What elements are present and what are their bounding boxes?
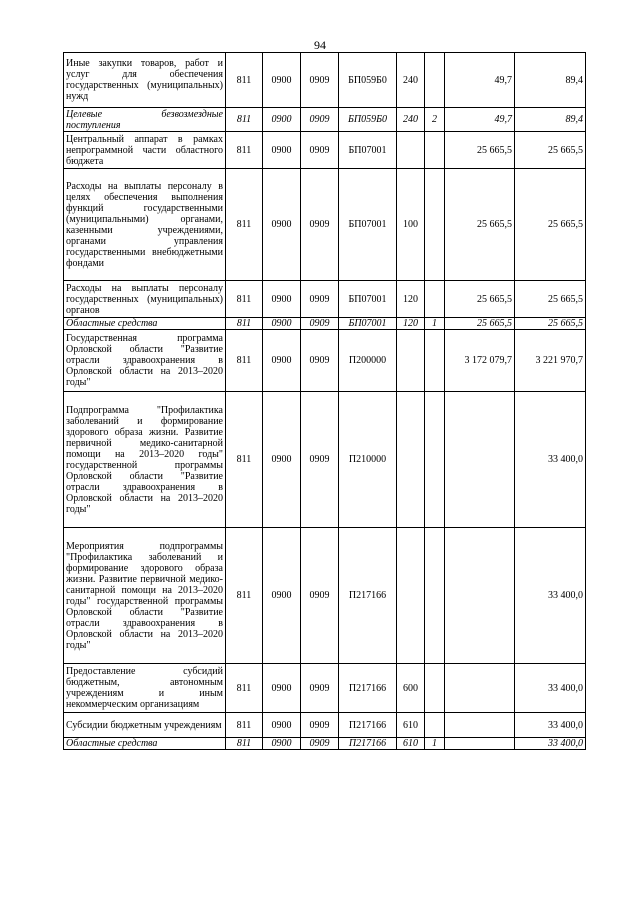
table-row [64,392,586,528]
amount-year2-cell: 25 665,5 [515,169,586,281]
funding-source-cell: 2 [425,108,445,132]
funding-source-cell [425,528,445,664]
expense-type-cell: 100 [397,169,425,281]
row-name-cell: Подпрограмма "Профилактика заболеваний и формирование здорового образа жизни. Развитие первичной медико-санитарной помощи на 2013–2020 годы" государственной программы Орловской области "Развитие отрасли здравоохранения в Орловской области на 2013–2020 годы" [64,392,226,528]
funding-source-cell [425,392,445,528]
funding-source-cell [425,132,445,169]
amount-year1-cell: 3 172 079,7 [445,330,515,392]
subsection-code-cell: 0909 [301,392,339,528]
table-row [64,738,586,750]
expense-type-cell [397,528,425,664]
subsection-code-cell: 0909 [301,664,339,713]
amount-year1-cell [445,528,515,664]
row-name-cell: Государственная программа Орловской области "Развитие отрасли здравоохранения в Орловской области на 2013–2020 годы" [64,330,226,392]
table-body [64,53,586,750]
amount-year2-cell: 89,4 [515,108,586,132]
section-code-cell: 0900 [263,53,301,108]
section-code-cell: 0900 [263,392,301,528]
ministry-code-cell: 811 [226,281,263,318]
section-code-cell: 0900 [263,169,301,281]
amount-year2-cell: 89,4 [515,53,586,108]
subsection-code-cell: 0909 [301,108,339,132]
row-name-cell: Расходы на выплаты персоналу в целях обеспечения выполнения функций государственными (муниципальными) органами, казенными учреждениями, органами управления государственными внебюджетными фондами [64,169,226,281]
ministry-code-cell: 811 [226,330,263,392]
target-article-cell: БП07001 [339,132,397,169]
amount-year1-cell: 25 665,5 [445,169,515,281]
section-code-cell: 0900 [263,713,301,738]
table-row [64,108,586,132]
table-row [64,330,586,392]
amount-year2-cell: 33 400,0 [515,528,586,664]
subsection-code-cell: 0909 [301,528,339,664]
table-row [64,713,586,738]
amount-year1-cell: 25 665,5 [445,281,515,318]
amount-year1-cell: 25 665,5 [445,318,515,330]
target-article-cell: П217166 [339,664,397,713]
table-row [64,318,586,330]
funding-source-cell [425,713,445,738]
expense-type-cell [397,330,425,392]
ministry-code-cell: 811 [226,53,263,108]
expense-type-cell [397,132,425,169]
section-code-cell: 0900 [263,738,301,750]
expense-type-cell: 120 [397,318,425,330]
funding-source-cell [425,281,445,318]
funding-source-cell: 1 [425,738,445,750]
row-name-cell: Иные закупки товаров, работ и услуг для обеспечения государственных (муниципальных) нужд [64,53,226,108]
ministry-code-cell: 811 [226,392,263,528]
target-article-cell: БП059Б0 [339,53,397,108]
target-article-cell: П200000 [339,330,397,392]
ministry-code-cell: 811 [226,528,263,664]
subsection-code-cell: 0909 [301,53,339,108]
ministry-code-cell: 811 [226,738,263,750]
subsection-code-cell: 0909 [301,281,339,318]
funding-source-cell [425,330,445,392]
subsection-code-cell: 0909 [301,132,339,169]
target-article-cell: П210000 [339,392,397,528]
budget-table [63,52,586,750]
row-name-cell: Целевые безвозмездные поступления [64,108,226,132]
ministry-code-cell: 811 [226,713,263,738]
amount-year2-cell: 25 665,5 [515,132,586,169]
amount-year2-cell: 25 665,5 [515,318,586,330]
amount-year2-cell: 33 400,0 [515,664,586,713]
row-name-cell: Областные средства [64,738,226,750]
table-row [64,132,586,169]
amount-year2-cell: 25 665,5 [515,281,586,318]
table-row [64,281,586,318]
amount-year1-cell: 49,7 [445,53,515,108]
row-name-cell: Расходы на выплаты персоналу государственных (муниципальных) органов [64,281,226,318]
expense-type-cell: 610 [397,713,425,738]
amount-year1-cell [445,664,515,713]
row-name-cell: Предоставление субсидий бюджетным, автономным учреждениям и иным некоммерческим организациям [64,664,226,713]
target-article-cell: П217166 [339,713,397,738]
section-code-cell: 0900 [263,318,301,330]
amount-year1-cell [445,738,515,750]
amount-year2-cell: 33 400,0 [515,713,586,738]
amount-year2-cell: 3 221 970,7 [515,330,586,392]
expense-type-cell: 240 [397,108,425,132]
table-row [64,169,586,281]
funding-source-cell: 1 [425,318,445,330]
amount-year2-cell: 33 400,0 [515,738,586,750]
target-article-cell: БП07001 [339,169,397,281]
row-name-cell: Центральный аппарат в рамках непрограммной части областного бюджета [64,132,226,169]
target-article-cell: БП059Б0 [339,108,397,132]
ministry-code-cell: 811 [226,108,263,132]
subsection-code-cell: 0909 [301,713,339,738]
funding-source-cell [425,664,445,713]
amount-year2-cell: 33 400,0 [515,392,586,528]
subsection-code-cell: 0909 [301,169,339,281]
page-number: 94 [314,38,326,52]
amount-year1-cell: 49,7 [445,108,515,132]
expense-type-cell [397,392,425,528]
row-name-cell: Областные средства [64,318,226,330]
subsection-code-cell: 0909 [301,318,339,330]
section-code-cell: 0900 [263,528,301,664]
target-article-cell: БП07001 [339,281,397,318]
target-article-cell: П217166 [339,528,397,664]
funding-source-cell [425,169,445,281]
amount-year1-cell: 25 665,5 [445,132,515,169]
section-code-cell: 0900 [263,281,301,318]
section-code-cell: 0900 [263,664,301,713]
table-row [64,664,586,713]
section-code-cell: 0900 [263,132,301,169]
row-name-cell: Субсидии бюджетным учреждениям [64,713,226,738]
target-article-cell: П217166 [339,738,397,750]
table-row [64,53,586,108]
section-code-cell: 0900 [263,330,301,392]
ministry-code-cell: 811 [226,132,263,169]
section-code-cell: 0900 [263,108,301,132]
expense-type-cell: 240 [397,53,425,108]
expense-type-cell: 610 [397,738,425,750]
ministry-code-cell: 811 [226,664,263,713]
funding-source-cell [425,53,445,108]
ministry-code-cell: 811 [226,169,263,281]
subsection-code-cell: 0909 [301,738,339,750]
row-name-cell: Мероприятия подпрограммы "Профилактика заболеваний и формирование здорового образа жизни. Развитие первичной медико-санитарной помощи на 2013–2020 годы" государственной программы Орловской области "Развитие отрасли здравоохранения в Орловской области на 2013–2020 годы" [64,528,226,664]
table-row [64,528,586,664]
expense-type-cell: 600 [397,664,425,713]
subsection-code-cell: 0909 [301,330,339,392]
amount-year1-cell [445,713,515,738]
expense-type-cell: 120 [397,281,425,318]
ministry-code-cell: 811 [226,318,263,330]
amount-year1-cell [445,392,515,528]
target-article-cell: БП07001 [339,318,397,330]
